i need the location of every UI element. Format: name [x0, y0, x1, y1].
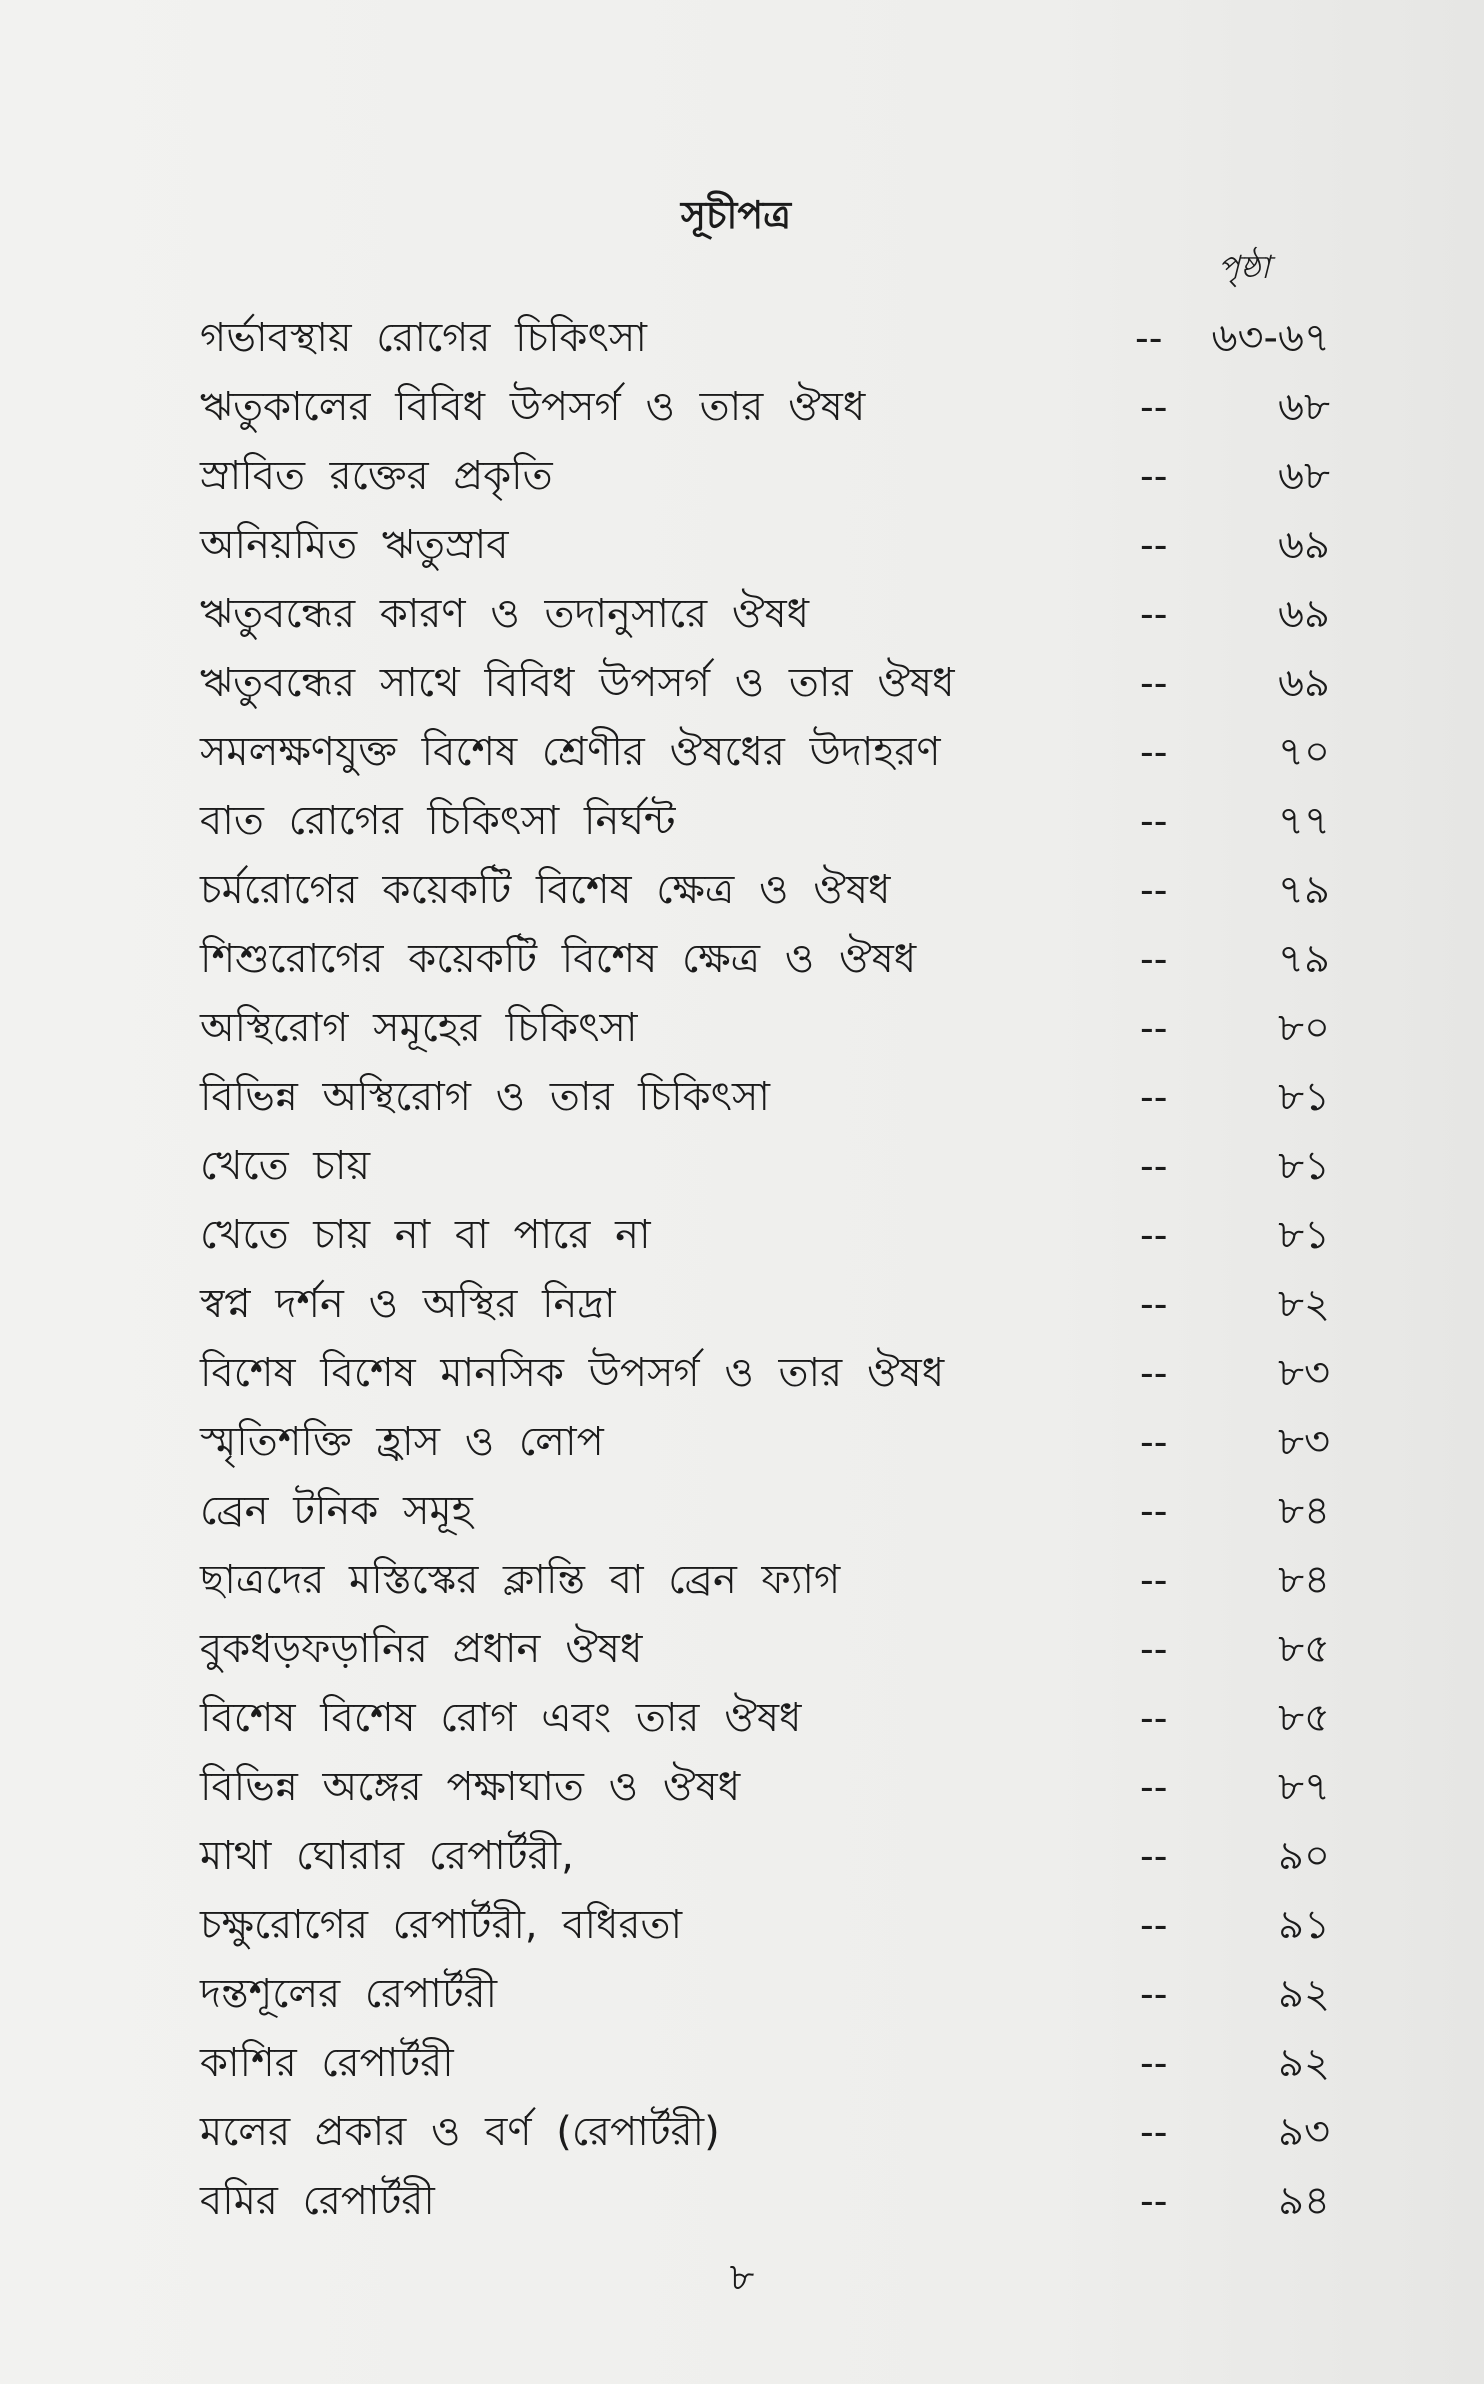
- toc-entry-dash: --: [1140, 454, 1168, 498]
- toc-entry-dash: --: [1140, 1765, 1168, 1809]
- toc-entry-dash: --: [1140, 1558, 1168, 1602]
- toc-entry-page: ৮৭: [1278, 1764, 1330, 1810]
- toc-entry-dash: --: [1140, 1696, 1168, 1740]
- toc-entry-page: ৯২: [1278, 2040, 1330, 2086]
- toc-entry-title: বিভিন্ন অস্থিরোগ ও তার চিকিৎসা: [200, 1074, 771, 1120]
- footer-page-number: ৮: [729, 2255, 755, 2299]
- toc-entry-title: অনিয়মিত ঋতুস্রাব: [200, 522, 509, 568]
- toc-entry-dash: --: [1140, 1972, 1168, 2016]
- toc-entry-page: ৮৪: [1278, 1488, 1330, 1534]
- toc-entry-title: বুকধড়ফড়ানির প্রধান ঔষধ: [200, 1626, 643, 1672]
- toc-entry-dash: --: [1140, 661, 1168, 705]
- toc-entry-title: দন্তশূলের রেপার্টরী: [200, 1971, 498, 2017]
- toc-entry-dash: --: [1140, 868, 1168, 912]
- toc-entry-dash: --: [1140, 799, 1168, 843]
- toc-entry-page: ৮৫: [1278, 1626, 1330, 1672]
- toc-entry-dash: --: [1140, 937, 1168, 981]
- toc-entry-title: স্মৃতিশক্তি হ্রাস ও লোপ: [200, 1419, 604, 1465]
- toc-entry-page: ৮১: [1278, 1212, 1330, 1258]
- toc-entry: [200, 584, 1330, 653]
- toc-entry-dash: --: [1140, 1006, 1168, 1050]
- toc-entry: [200, 1826, 1330, 1895]
- toc-entry-title: বিশেষ বিশেষ মানসিক উপসর্গ ও তার ঔষধ: [200, 1350, 945, 1396]
- toc-entry-dash: --: [1140, 385, 1168, 429]
- toc-entry-dash: --: [1140, 2110, 1168, 2154]
- toc-entry: [200, 1274, 1330, 1343]
- toc-entry-title: চক্ষুরোগের রেপার্টরী, বধিরতা: [200, 1902, 683, 1948]
- page-column-heading: পৃষ্ঠা: [1218, 248, 1270, 286]
- toc-entry: [200, 515, 1330, 584]
- toc-entry-title: বিশেষ বিশেষ রোগ এবং তার ঔষধ: [200, 1695, 802, 1741]
- toc-entry-page: ৮১: [1278, 1143, 1330, 1189]
- toc-entry: [200, 1550, 1330, 1619]
- toc-entry-dash: --: [1140, 1075, 1168, 1119]
- toc-entry: [200, 722, 1330, 791]
- toc-entry-dash: --: [1140, 1489, 1168, 1533]
- toc-entry-title: বমির রেপার্টরী: [200, 2178, 435, 2224]
- toc-entry-title: শিশুরোগের কয়েকটি বিশেষ ক্ষেত্র ও ঔষধ: [200, 936, 917, 982]
- toc-entry: [200, 1757, 1330, 1826]
- toc-entry-title: ছাত্রদের মস্তিস্কের ক্লান্তি বা ব্রেন ফ্যাগ: [200, 1557, 841, 1603]
- toc-entry-page: ৬৩-৬৭: [1211, 315, 1330, 361]
- toc-entry-title: চর্মরোগের কয়েকটি বিশেষ ক্ষেত্র ও ঔষধ: [200, 867, 891, 913]
- toc-entry-page: ৭০: [1277, 729, 1330, 775]
- toc-entry-dash: --: [1140, 1282, 1168, 1326]
- toc-entry: [200, 308, 1330, 377]
- toc-entry-title: বিভিন্ন অঙ্গের পক্ষাঘাত ও ঔষধ: [200, 1764, 741, 1810]
- toc-entry-title: কাশির রেপার্টরী: [200, 2040, 454, 2086]
- toc-entry-title: ঋতুবন্ধের সাথে বিবিধ উপসর্গ ও তার ঔষধ: [200, 660, 955, 706]
- toc-entry: [200, 377, 1330, 446]
- toc-entry-page: ৮৩: [1278, 1419, 1330, 1465]
- toc-entry-page: ৬৯: [1278, 522, 1330, 568]
- toc-entry: [200, 791, 1330, 860]
- toc-entry-page: ৭৭: [1277, 798, 1330, 844]
- toc-entry: [200, 1343, 1330, 1412]
- toc-entry-page: ৮৫: [1278, 1695, 1330, 1741]
- toc-entry-title: গর্ভাবস্থায় রোগের চিকিৎসা: [200, 315, 647, 361]
- toc-entry-page: ৯০: [1278, 1833, 1330, 1879]
- toc-entry-dash: --: [1135, 316, 1163, 360]
- toc-entry: [200, 1619, 1330, 1688]
- toc-entry-page: ৮১: [1278, 1074, 1330, 1120]
- toc-entry-page: ৯১: [1278, 1902, 1330, 1948]
- toc-entry: [200, 653, 1330, 722]
- toc-entry-title: অস্থিরোগ সমূহের চিকিৎসা: [200, 1005, 638, 1051]
- toc-entry: [200, 1481, 1330, 1550]
- toc-entry-page: ৭৯: [1278, 936, 1330, 982]
- toc-entry-dash: --: [1140, 2179, 1168, 2223]
- toc-entry-dash: --: [1140, 1627, 1168, 1671]
- toc-entry-page: ৭৯: [1278, 867, 1330, 913]
- toc-entry-dash: --: [1140, 2041, 1168, 2085]
- toc-entry-page: ৮২: [1278, 1281, 1330, 1327]
- toc-entry: [200, 2102, 1330, 2171]
- toc-entry: [200, 1412, 1330, 1481]
- toc-entry-title: স্রাবিত রক্তের প্রকৃতি: [200, 453, 553, 499]
- toc-entry-page: ৮৪: [1278, 1557, 1330, 1603]
- toc-entry-title: ব্রেন টনিক সমূহ: [200, 1488, 473, 1534]
- toc-entry: [200, 1895, 1330, 1964]
- toc-entry-dash: --: [1140, 730, 1168, 774]
- toc-entry-title: ঋতুকালের বিবিধ উপসর্গ ও তার ঔষধ: [200, 384, 866, 430]
- toc-entry-page: ৬৮: [1278, 453, 1330, 499]
- toc-entry-title: ঋতুবন্ধের কারণ ও তদানুসারে ঔষধ: [200, 591, 810, 637]
- table-of-contents: [200, 308, 1330, 2240]
- toc-entry-dash: --: [1140, 523, 1168, 567]
- toc-entry-page: ৯৩: [1278, 2109, 1330, 2155]
- toc-entry-title: স্বপ্ন দর্শন ও অস্থির নিদ্রা: [200, 1281, 616, 1327]
- toc-entry-dash: --: [1140, 1144, 1168, 1188]
- toc-entry: [200, 1136, 1330, 1205]
- toc-entry: [200, 929, 1330, 998]
- toc-entry-page: ৮০: [1278, 1005, 1330, 1051]
- toc-entry-dash: --: [1140, 1834, 1168, 1878]
- toc-entry-page: ৮৩: [1278, 1350, 1330, 1396]
- page-title: সূচীপত্র: [680, 193, 792, 237]
- toc-entry-title: বাত রোগের চিকিৎসা নির্ঘন্ট: [200, 798, 676, 844]
- toc-entry-title: মলের প্রকার ও বর্ণ (রেপার্টরী): [200, 2109, 720, 2155]
- toc-entry-title: খেতে চায়: [200, 1143, 371, 1189]
- toc-entry-dash: --: [1140, 1420, 1168, 1464]
- toc-entry-page: ৬৯: [1278, 660, 1330, 706]
- toc-entry: [200, 1964, 1330, 2033]
- toc-entry-title: মাথা ঘোরার রেপার্টরী,: [200, 1833, 574, 1879]
- toc-entry-page: ৯২: [1278, 1971, 1330, 2017]
- toc-entry: [200, 2171, 1330, 2240]
- toc-entry: [200, 860, 1330, 929]
- toc-entry-page: ৬৮: [1278, 384, 1330, 430]
- toc-entry: [200, 2033, 1330, 2102]
- toc-entry: [200, 1067, 1330, 1136]
- toc-entry-title: সমলক্ষণযুক্ত বিশেষ শ্রেণীর ঔষধের উদাহরণ: [200, 729, 941, 775]
- toc-entry: [200, 1688, 1330, 1757]
- toc-entry-page: ৯৪: [1278, 2178, 1330, 2224]
- toc-entry-dash: --: [1140, 1351, 1168, 1395]
- toc-entry: [200, 1205, 1330, 1274]
- toc-entry-dash: --: [1140, 1213, 1168, 1257]
- toc-entry-title: খেতে চায় না বা পারে না: [200, 1212, 651, 1258]
- toc-entry-dash: --: [1140, 1903, 1168, 1947]
- toc-entry-page: ৬৯: [1278, 591, 1330, 637]
- toc-entry-dash: --: [1140, 592, 1168, 636]
- toc-entry: [200, 446, 1330, 515]
- toc-entry: [200, 998, 1330, 1067]
